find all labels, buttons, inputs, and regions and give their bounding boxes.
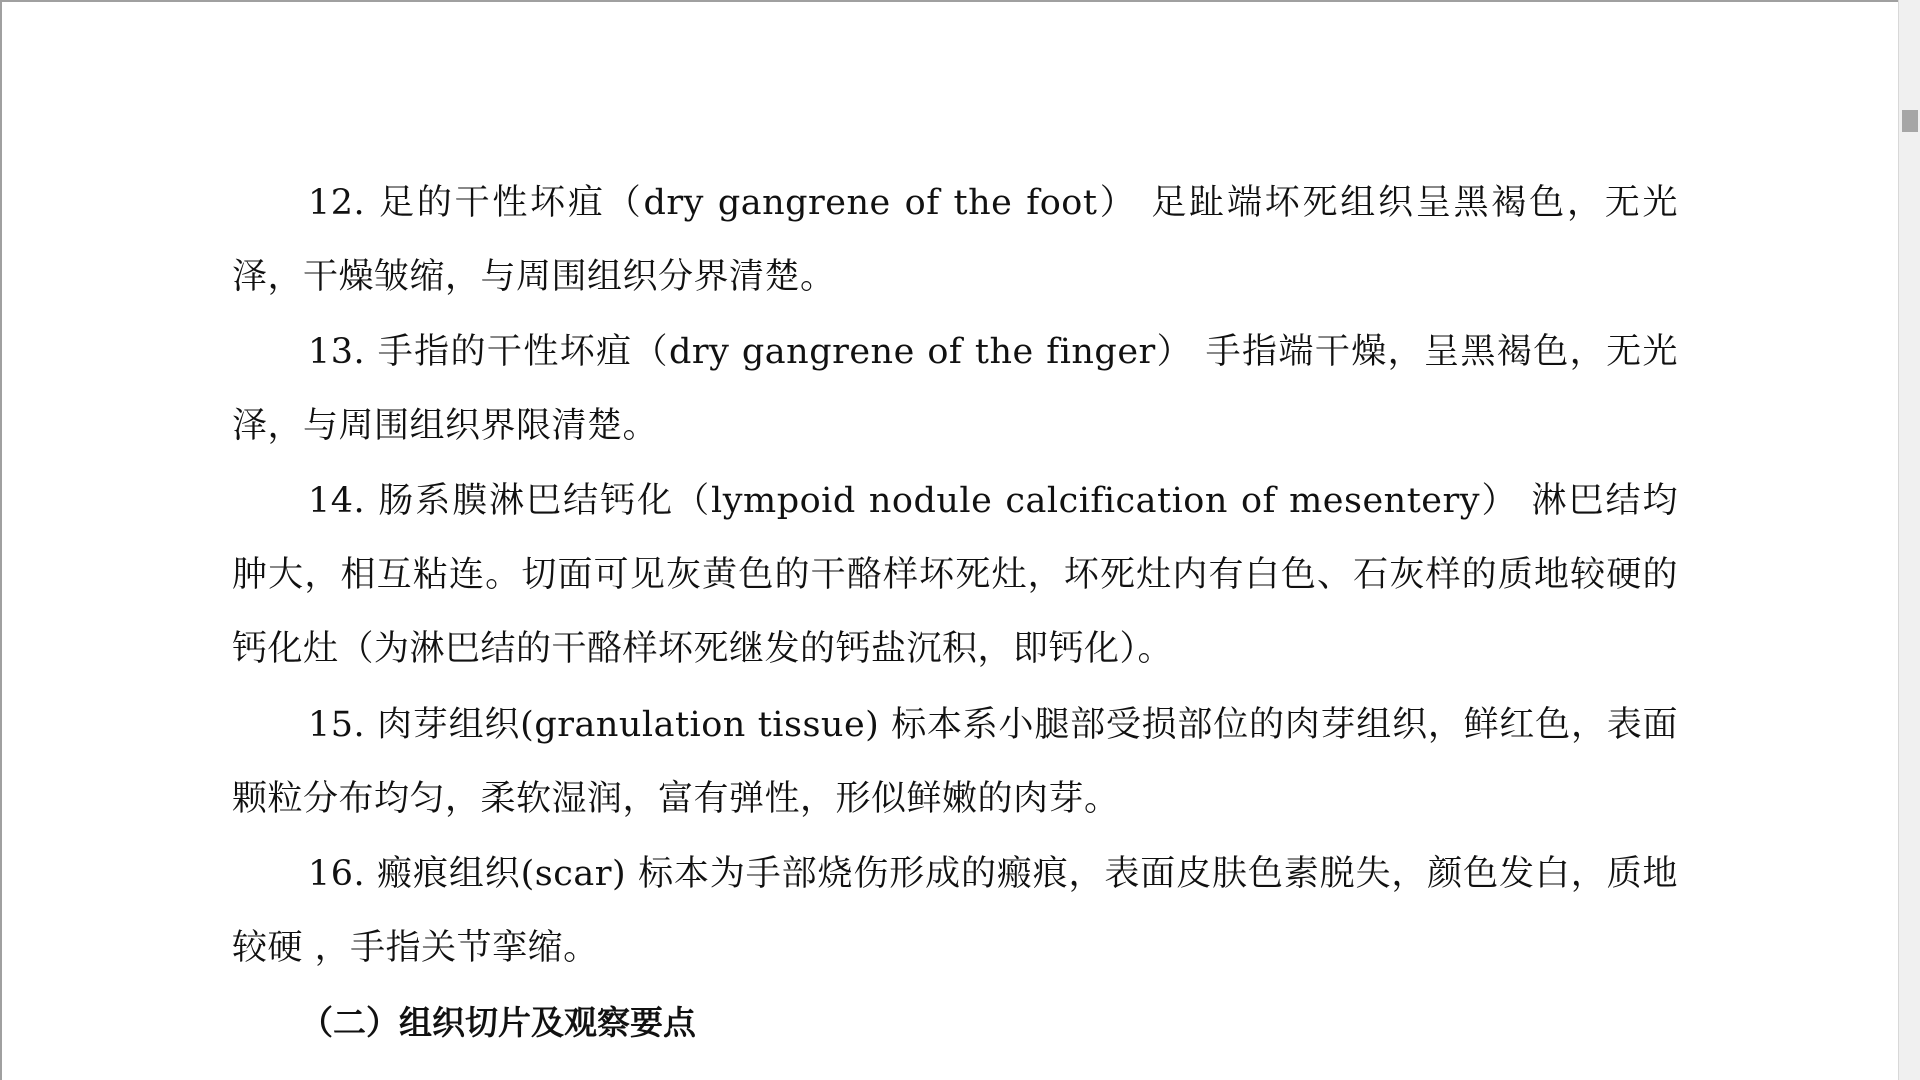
paragraph-item-14: 14. 肠系膜淋巴结钙化（lympoid nodule calcification of mesentery） 淋巴结均肿大，相互粘连。切面可见灰黄色的干酪样坏死灶，坏死灶内有白色、石灰样的质地较硬的钙化灶（为淋巴结的干酪样坏死继发的钙盐沉积，即钙化）。: [232, 481, 1678, 669]
paragraph-item-13: 13. 手指的干性坏疽（dry gangrene of the finger） 手指端干燥，呈黑褐色，无光泽，与周围组织界限清楚。: [232, 332, 1678, 446]
scrollbar-thumb[interactable]: [1902, 110, 1918, 132]
vertical-scrollbar[interactable]: [1898, 0, 1920, 1080]
document-page: [232, 2, 1678, 1080]
paragraph-item-16: 16. 瘢痕组织(scar) 标本为手部烧伤形成的瘢痕，表面皮肤色素脱失，颜色发白，质地较硬 ，手指关节挛缩。: [232, 854, 1678, 968]
paragraph-item-12: 12. 足的干性坏疽（dry gangrene of the foot） 足趾端坏死组织呈黑褐色，无光泽，干燥皱缩，与周围组织分界清楚。: [232, 183, 1678, 297]
paragraph-item-15: 15. 肉芽组织(granulation tissue) 标本系小腿部受损部位的肉芽组织，鲜红色，表面颗粒分布均匀，柔软湿润，富有弹性，形似鲜嫩的肉芽。: [232, 705, 1678, 819]
section-heading: （二）组织切片及观察要点: [300, 1003, 696, 1042]
